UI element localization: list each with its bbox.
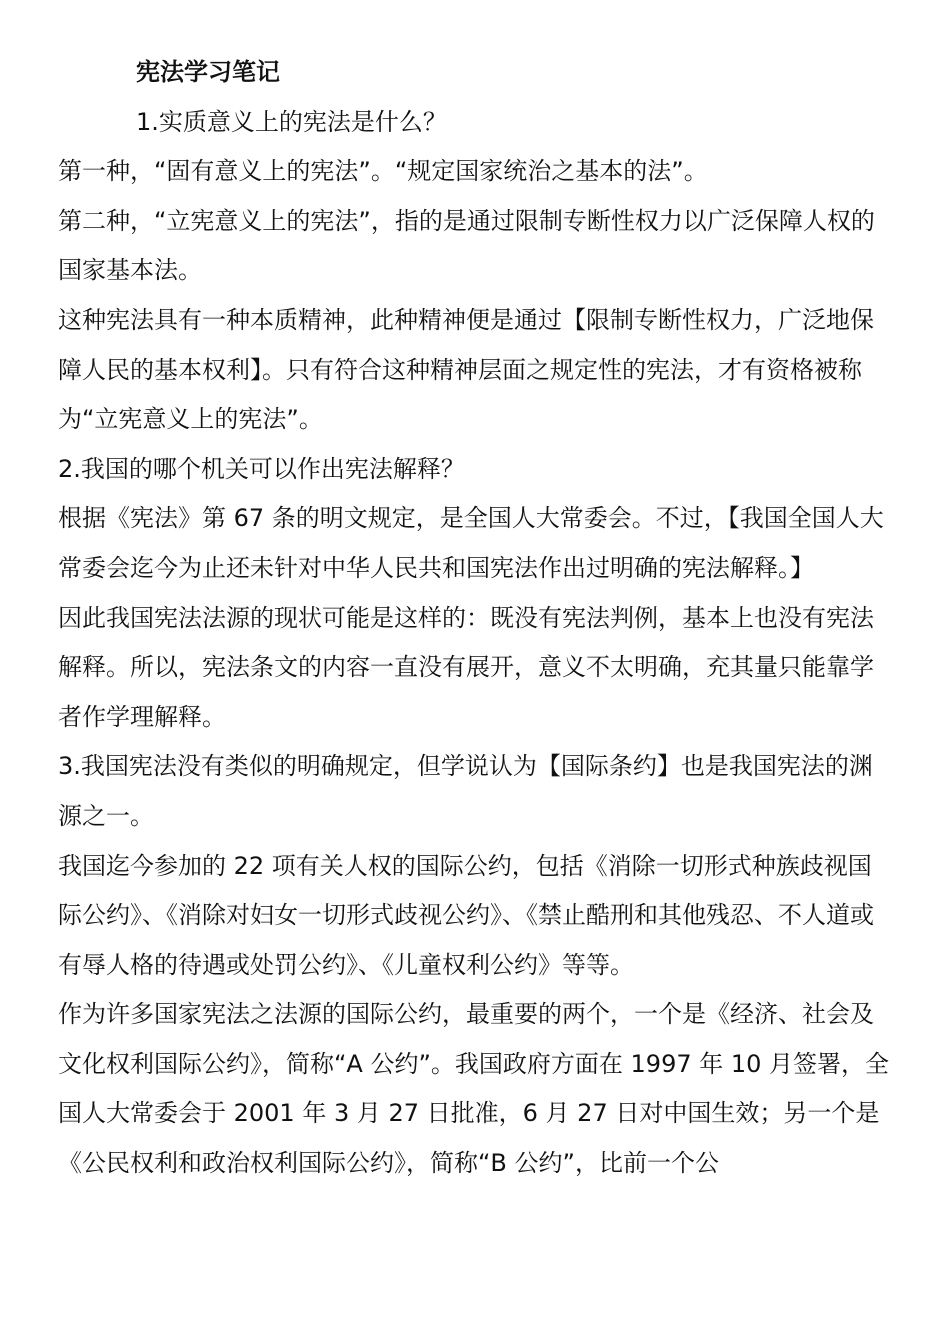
question-3-heading: 3.我国宪法没有类似的明确规定，但学说认为【国际条约】也是我国宪法的渊源之一。 bbox=[58, 752, 873, 830]
paragraph-legal-source-status: 因此我国宪法法源的现状可能是这样的：既没有宪法判例，基本上也没有宪法解释。所以，宪法条文的内容一直没有展开，意义不太明确，充其量只能靠学者作学理解释。 bbox=[58, 603, 874, 731]
paragraph-second-type: 第二种，“立宪意义上的宪法”，指的是通过限制专断性权力以广泛保障人权的国家基本法。 bbox=[58, 206, 875, 285]
paragraph-ab-covenants: 作为许多国家宪法之法源的国际公约，最重要的两个，一个是《经济、社会及文化权利国际公约》，简称“A 公约”。我国政府方面在 1997 年 10 月签署，全国人大常委会于 2001 年 3 月 27 日批准，6 月 27 日对中国生效；另一个是《公民权利和政治权利国际公约》，简称“B 公约”，比前一个公 bbox=[58, 1000, 890, 1178]
question-2-heading: 2.我国的哪个机关可以作出宪法解释？ bbox=[58, 454, 465, 483]
paragraph-article-67: 根据《宪法》第 67 条的明文规定，是全国人大常委会。不过，【我国全国人大常委会迄今为止还未针对中华人民共和国宪法作出过明确的宪法解释。】 bbox=[58, 504, 884, 582]
paragraph-22-conventions: 我国迄今参加的 22 项有关人权的国际公约，包括《消除一切形式种族歧视国际公约》、《消除对妇女一切形式歧视公约》、《禁止酷刑和其他残忍、不人道或有辱人格的待遇或处罚公约》、《儿童权利公约》等等。 bbox=[58, 851, 874, 979]
document-page bbox=[58, 48, 894, 1189]
paragraph-essential-spirit: 这种宪法具有一种本质精神，此种精神便是通过【限制专断性权力，广泛地保障人民的基本权利】。只有符合这种精神层面之规定性的宪法，才有资格被称为“立宪意义上的宪法”。 bbox=[58, 305, 874, 434]
paragraph-first-type: 第一种，“固有意义上的宪法”。“规定国家统治之基本的法”。 bbox=[58, 157, 708, 186]
question-1-heading: 1.实质意义上的宪法是什么？ bbox=[136, 107, 447, 136]
document-title: 宪法学习笔记 bbox=[136, 58, 280, 86]
